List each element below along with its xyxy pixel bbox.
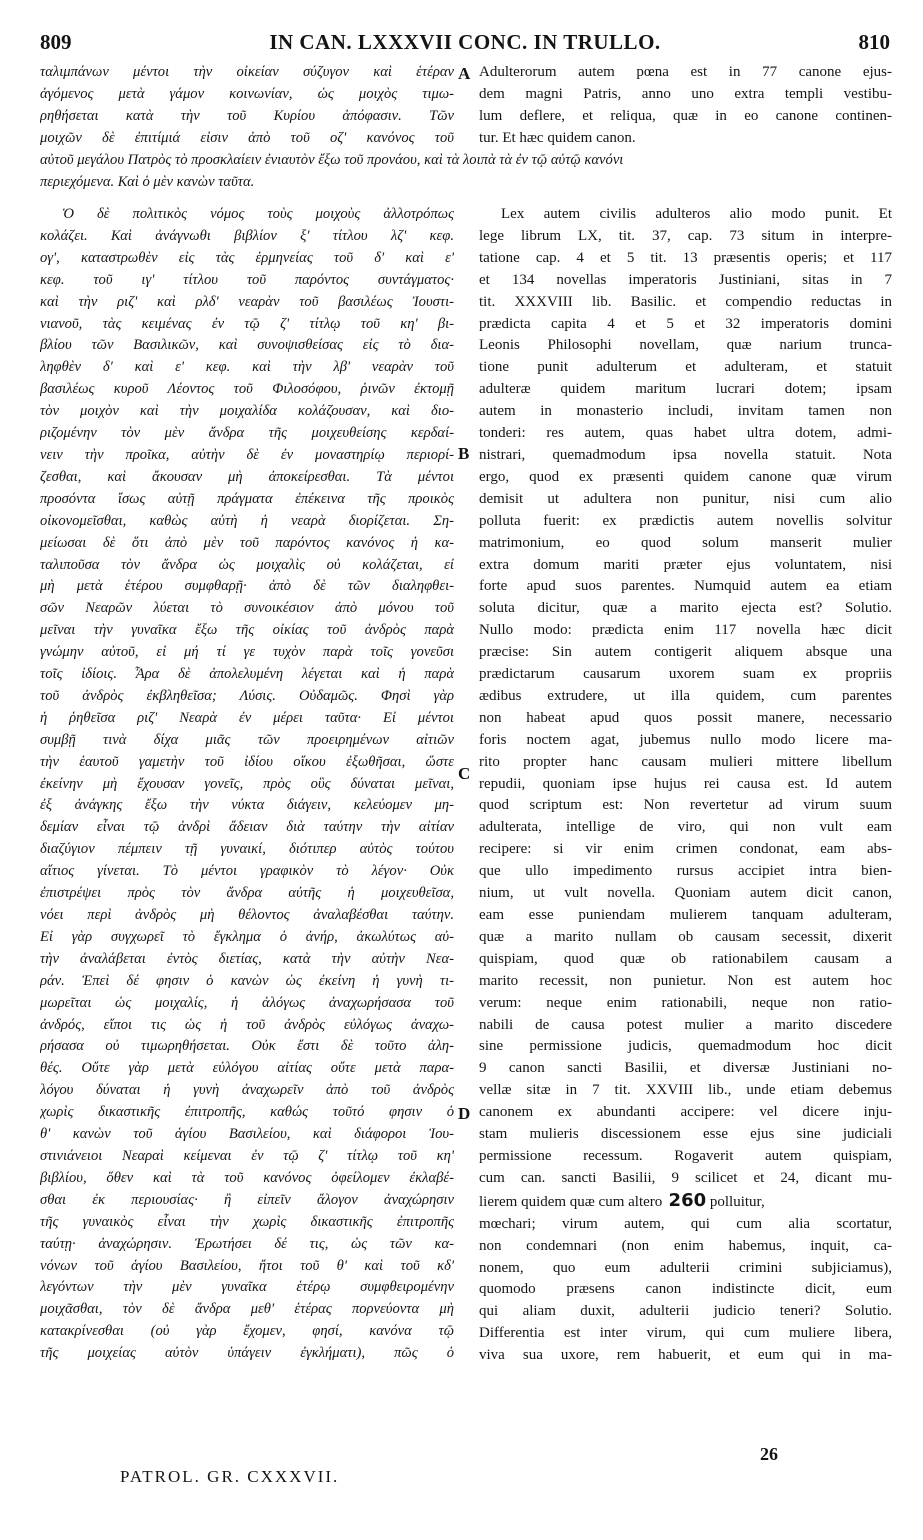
text-line: Leonis Philosophi novellam, quæ narium trunca-	[479, 337, 892, 354]
text-line: ædibus extrudere, ut illa quidem, cum parentes	[479, 687, 892, 704]
text-line: rito propter hanc causam mulieri mittere libellum	[479, 753, 892, 770]
latin-column-main	[479, 204, 892, 1367]
text-line: nium, ut vult novella. Quoniam autem dicit canon,	[479, 885, 892, 902]
text-line: lege librum LX, tit. 37, cap. 73 situm in interpre-	[479, 227, 892, 244]
text-line: Adulterorum autem pœna est in 77 canone ejus-	[479, 64, 892, 80]
text-line: μὴ μετὰ ἑτέρου συμφθαρῇ· ἀπὸ δὲ τῶν διαληφθει-	[40, 578, 454, 595]
text-line: μοιχᾶσθαι, τὸν δὲ ἄνδρα μεθ' ἑτέρας πορνεύοντα μὴ	[40, 1301, 454, 1318]
text-line: χωρὶς δικαστικῆς ἐπιτροπῆς, καθώς τοῦτό φησιν ὁ	[40, 1104, 454, 1121]
text-line: νόνων τοῦ ἁγίου Βασιλείου, ἤτοι τοῦ θ' καὶ τοῦ κδ'	[40, 1257, 454, 1274]
text-line: ergo, quod ex præsenti quidem canone quæ virum	[479, 468, 892, 485]
text-line: extra domum mariti præter ejus voluntatem, nisi	[479, 556, 892, 573]
text-line: eam esse puniendam mulierem tanquam adulteram,	[479, 907, 892, 923]
text-line: γνώμην αὐτοῦ, εἰ μή τί γε τυχὸν παρὰ τοῖς γονεῦσι	[40, 644, 454, 661]
text-line: ρηθήσεται κατὰ τὴν τοῦ Κυρίου ἀπόφασιν. Τῶν	[40, 107, 454, 124]
greek-column-top	[40, 62, 454, 150]
text-line: autem in monasterio includi, invitam tamen non	[479, 403, 892, 420]
text-line: adulteræ quidem maritum lucrari dotem; ipsam	[479, 381, 892, 398]
text-line: ταύτῃ· ἀναχώρησιν. Ἐρωτήσει δέ τις, ὡς τῶν κα-	[40, 1235, 454, 1252]
text-line: αἴτιος γίνεται. Τὸ μέντοι γραφικὸν τὸ λέγον· Οὐκ	[40, 863, 454, 880]
text-line: dem magni Patris, anno uno extra templi vestibu-	[479, 85, 892, 102]
text-line: ἡ ῥηθεῖσα ριζ' Νεαρὰ ἐν μέρει ταῦτα· Εἰ μέντοι	[40, 709, 454, 726]
text-line: prædicta capita 4 et 5 et 32 imperatoris domini	[479, 315, 892, 332]
text-line: sine permissione judicis, quemadmodum hoc dicit	[479, 1038, 892, 1055]
margin-letter-c: C	[458, 764, 471, 783]
text-line: tatione cap. 4 et 5 tit. 13 præsentis operis; et 117	[479, 249, 892, 266]
text-line: περιεχόμενα. Καὶ ὁ μὲν κανὼν ταῦτα.	[40, 173, 255, 190]
text-line: ἐκείνην μὴ ἔχουσαν γονεῖς, πρὸς οὓς δύναται μεῖναι,	[40, 775, 454, 792]
text-line: οἰκονομεῖσθαι, καθὼς αὐτὴ ἡ νεαρὰ διορίζεται. Ση-	[40, 512, 454, 529]
text-line: ταλιμπάνων μέντοι τὴν οἰκείαν σύζυγον καὶ ἑτέραν	[40, 64, 454, 80]
text-line: λεγόντων τὴν μὲν γυναῖκα ἑτέρῳ συμφθειρομένην	[40, 1279, 454, 1296]
text-line: Εἰ γὰρ συγχωρεῖ τὸ ἔγκλημα ὁ ἀνήρ, ἀκωλύτως αὐ-	[40, 928, 454, 945]
text-line: ρήσασα οὐ τιμωρηθήσεται. Οὐκ ἔστι δὲ τοῦτο ἀλη-	[40, 1038, 454, 1055]
text-line: mœchari; virum autem, qui cum alia scortatur,	[479, 1215, 892, 1232]
text-line: προσόντα ἴσως αὐτῇ πράγματα ἐπέκεινα τῆς προικὸς	[40, 490, 454, 507]
text-line: Nullo modo: prædicta enim 117 novella hæc dicit	[479, 622, 892, 639]
page-number-right: 810	[858, 30, 890, 54]
text-line: tione punit adulterum et adulteram, et statuit	[479, 359, 892, 376]
text-line: nabili de causa potest mulier a marito discedere	[479, 1016, 892, 1033]
text-line: stam mulieris discessionem esse ejus sine judiciali	[479, 1126, 892, 1143]
text-line: verum: neque enim rationabili, neque non ratio-	[479, 994, 892, 1011]
latin-column-top	[479, 62, 892, 150]
text-line: qui aliam duxit, adulterii judicio teneri? Solutio.	[479, 1303, 892, 1320]
text-line: νόει περὶ ἀνδρὸς μὴ θέλοντος ἀναλαβέσθαι ταύτην.	[40, 907, 454, 923]
text-line: ἀνδρός, εἴποι τις ὡς ἡ τοῦ ἀνδρὸς εὐλόγως ἀναχω-	[40, 1016, 454, 1033]
text-line: βασιλέως κυροῦ Λέοντος τοῦ Φιλοσόφου, ῥινῶν ἐκτομῇ	[40, 381, 454, 398]
text-line: demisit ut adultera non punitur, nisi cum alio	[479, 490, 892, 507]
text-line: forte apud suos parentes. Numquid autem ea etiam	[479, 578, 892, 595]
text-line: nistrari, quemadmodum ipsa novella statuit. Nota	[479, 446, 892, 463]
text-line: viva sua uxore, rem habuerit, et eum qui in ma-	[479, 1347, 892, 1364]
text-line: μεῖναι τὴν γυναῖκα ἔξω τῆς οἰκίας τοῦ ἀνδρὸς παρὰ	[40, 622, 454, 639]
footer-signature-number: 26	[760, 1444, 778, 1464]
text-line: tit. XXXVIII lib. Basilic. et compendio reductas in	[479, 293, 892, 310]
margin-letter-b: B	[458, 444, 470, 463]
page-header	[40, 30, 890, 60]
text-line: et 134 novellas imperatoris Justiniani, sitas in 7	[479, 271, 892, 288]
text-line: quod scriptum est: Non revertetur ad virum suum	[479, 797, 892, 814]
text-line: soluta dicitur, quæ a marito ejecta est? Solutio.	[479, 600, 892, 617]
text-line: τὴν ἀναλάβεται ἐντὸς διετίας, κατὰ τὴν αὐτὴν Νεα-	[40, 950, 454, 967]
text-line: κατακρίνεσθαι (οὐ γὰρ ἔχομεν, φησί, κανόνα τῷ	[40, 1323, 454, 1340]
text-line: Differentia est inter virum, qui cum muliere libera,	[479, 1325, 892, 1342]
text-line: vellæ sitæ in 7 tit. XXVIII lib., unde etiam debemus	[479, 1082, 892, 1099]
text-line: τῆς μοιχείας αὐτὸν ὑπάγειν ἐγκλήματι), πῶς ὁ	[40, 1345, 454, 1362]
text-line: συμβῇ τινὰ δίχα μιᾶς τῶν προειρημένων αἰτιῶν	[40, 731, 454, 748]
text-line: θές. Οὔτε γὰρ μετὰ εὐλόγου αἰτίας οὔτε μετὰ παρα-	[40, 1060, 454, 1077]
footer-patrologia: PATROL. GR. CXXXVII.	[120, 1467, 340, 1486]
text-line: Lex autem civilis adulteros alio modo punit. Et	[501, 206, 892, 222]
running-title: IN CAN. LXXXVII CONC. IN TRULLO.	[269, 30, 661, 54]
text-line: Ὁ δὲ πολιτικὸς νόμος τοὺς μοιχοὺς ἀλλοτρόπως	[62, 206, 454, 222]
margin-letter-d: D	[458, 1104, 471, 1123]
text-line: cum can. sancti Basilii, 9 scilicet et 24, dicant mu-	[479, 1169, 892, 1186]
text-line: ριζομένην τὸν μὲν ἄνδρα τῆς μοιχευθείσης κερδαί-	[40, 425, 454, 442]
text-line: lum deflere, et reliqua, quæ in eo canone continen-	[479, 107, 892, 124]
text-line: que ullo impedimento rursus accipiet intra bien-	[479, 863, 892, 880]
text-line: foris noctem agat, jubemus nullo modo licere ma-	[479, 731, 892, 748]
text-line: διαζύγιον πέμπειν τῇ γυναικί, διότιπερ αὐτὸς τούτου	[40, 841, 454, 858]
text-line: κολάζει. Καὶ ἀνάγνωθι βιβλίον ξ' τίτλου λζ' κεφ.	[40, 227, 454, 244]
text-line: ταλιποῦσα τὸν ἄνδρα ὡς μοιχαλὶς οὐ κολάζεται, εἰ	[40, 556, 454, 573]
text-line: ληφθὲν δ' καὶ ε' κεφ. καὶ τὴν λβ' νεαρὰν τοῦ	[40, 359, 454, 376]
text-line: τοῖς ἰδίοις. Ἆρα δὲ ἀπολελυμένη λέγεται καὶ ἡ παρὰ	[40, 666, 454, 683]
text-line: θ' κανὼν τοῦ ἁγίου Βασιλείου, καὶ διάφοροι Ἰου-	[40, 1126, 454, 1143]
text-line: non condemnari (non enim habemus, inquit, ca-	[479, 1237, 892, 1254]
column-marker-number: 260	[662, 1189, 707, 1211]
text-line: polluta fuerit: ex prædictis autem novellis solvitur	[479, 512, 892, 529]
text-line: adulterata, intellige de viro, qui non vult eam	[479, 819, 892, 836]
text-line: σθαι ἐκ περιουσίας· ἢ εἰπεῖν ἄλογον ἀναχώρησιν	[40, 1191, 454, 1208]
text-line: τὸν μοιχὸν καὶ τὴν μοιχαλίδα κολάζουσαν, καὶ διο-	[40, 403, 454, 420]
text-line: nonem, quo eum adulterii crimini subjiciamus),	[479, 1259, 892, 1276]
text-line: ἀγόμενος μετὰ γάμον κοινωνίαν, ὡς μοιχὸς τιμω-	[40, 85, 454, 102]
text-line: δεμίαν εἶναι τῷ ἀνδρὶ ἄδειαν διὰ ταύτην τὴν αἰτίαν	[40, 819, 454, 836]
text-line: tur. Et hæc quidem canon.	[479, 129, 636, 146]
text-line: canonem ex abundanti accipere: vel dicere inju-	[479, 1104, 892, 1121]
text-line: quæ a marito nullam ob causam secessit, dixerit	[479, 928, 892, 945]
text-line: στινιάνειοι Νεαραὶ κείμεναι ἐν τῷ ζ' τίτλῳ τοῦ κη'	[40, 1147, 454, 1164]
text-line: λόγου δύναται ἡ γυνὴ ἀναχωρεῖν ἀπὸ τοῦ ἀνδρὸς	[40, 1082, 454, 1099]
text-line: tonderi: res autem, quas habet ultra dotem, admi-	[479, 425, 892, 442]
text-line: μωρεῖται ὡς μοιχαλίς, ἡ ἀλόγως ἀναχωρήσασα τοῦ	[40, 994, 454, 1011]
margin-letter-a: A	[458, 64, 471, 83]
text-line: βιβλίου, ὅθεν καὶ τὰ τοῦ κανόνος ὀφείλομεν ἐκλαβέ-	[40, 1169, 454, 1186]
text-line: νιανοῦ, τὰς κειμένας ἐν τῷ ζ' τίτλῳ τοῦ κη' βι-	[40, 315, 454, 332]
text-line: repudii, quoniam ipse hujus rei causa est. Id autem	[479, 775, 892, 792]
text-line: ζεσθαι, καὶ ἄκουσαν μὴ ἀποκείρεσθαι. Τὰ μέντοι	[40, 468, 454, 485]
text-line: prædictarum causarum uxorem suam ex propriis	[479, 666, 892, 683]
text-line: quomodo præsens canon indistincte dicit, eum	[479, 1281, 892, 1298]
text-line: τὴν ἑαυτοῦ γαμετὴν τοῦ ἰδίου οἴκου ἐξωθῆσαι, ὥστε	[40, 753, 454, 770]
text-line: lierem quidem quæ cum altero 260 polluitur,	[479, 1189, 765, 1211]
text-line: recipere: si vir enim crimen condonat, eam abs-	[479, 841, 892, 858]
text-line: quispiam, quod quæ ob rationabilem causam a	[479, 950, 892, 967]
page-number-left: 809	[40, 30, 72, 54]
greek-column-main	[40, 204, 454, 1365]
text-line: καὶ τὴν ριζ' καὶ ρλδ' νεαρὰν τοῦ βασιλέως Ἰουστι-	[40, 293, 454, 310]
text-line: ἐπιστρέψει πρὸς τὸν ἄνδρα αὐτῆς ἡ μοιχευθεῖσα,	[40, 885, 454, 902]
text-line: αὐτοῦ μεγάλου Πατρὸς τὸ προσκλαίειν ἐνιαυτὸν ἔξω τοῦ προνάου, καὶ τὰ λοιπὰ τὰ ἐν τῷ αὐτῷ κανόνι	[40, 152, 624, 168]
text-line: non habeat apud quos possit manere, necessario	[479, 709, 892, 726]
text-line: permissione recessum. Rogaverit autem quispiam,	[479, 1147, 892, 1164]
text-line: βλίου τῶν Βασιλικῶν, καὶ συνοψισθείσας εἰς τὸ δια-	[40, 337, 454, 354]
text-line: ογ', καταστρωθὲν εἰς τὰς ἑρμηνείας τοῦ δ' καὶ ε'	[40, 249, 454, 266]
text-line: præcise: Sin autem contigerit aliquem absque una	[479, 644, 892, 661]
text-line: νειν τὴν προῖκα, αὐτὴν δὲ ἐν μοναστηρίῳ περιορί-	[40, 446, 454, 463]
text-line: matrimonium, eo quod solum manserit mulier	[479, 534, 892, 551]
text-line: τῆς γυναικὸς εἶναι τὴν χωρὶς δικαστικῆς ἐπιτροπῆς	[40, 1213, 454, 1230]
text-line: marito recessit, non punietur. Non est autem hoc	[479, 972, 892, 989]
greek-full-width-lines	[40, 150, 890, 194]
text-line: ράν. Ἐπεὶ δέ φησιν ὁ κανὼν ὡς ἐκείνη ἡ γυνὴ τι-	[40, 972, 454, 989]
text-line: κεφ. τοῦ ιγ' τίτλου τοῦ παρόντος συντάγματος·	[40, 271, 454, 288]
text-line: τοῦ ἀνδρὸς ἐκβληθεῖσα; Λύσις. Οὐδαμῶς. Φησὶ γὰρ	[40, 687, 454, 704]
text-line: ἐξ ἀνάγκης ἔξω τὴν νύκτα διάγειν, κελεύομεν μη-	[40, 797, 454, 814]
text-line: μείωσαι δὲ ὅτι ἀπὸ μὲν τοῦ παρόντος κανόνος ἡ κα-	[40, 534, 454, 551]
text-line: 9 canon sancti Basilii, et diversæ Justiniani no-	[479, 1060, 892, 1077]
text-line: μοιχῶν δὲ ἐπιτίμιά εἰσιν ἀπὸ τοῦ οζ' κανόνος τοῦ	[40, 129, 454, 146]
text-line: σῶν Νεαρῶν λύεται τὸ συνοικέσιον ἀπὸ μόνου τοῦ	[40, 600, 454, 617]
